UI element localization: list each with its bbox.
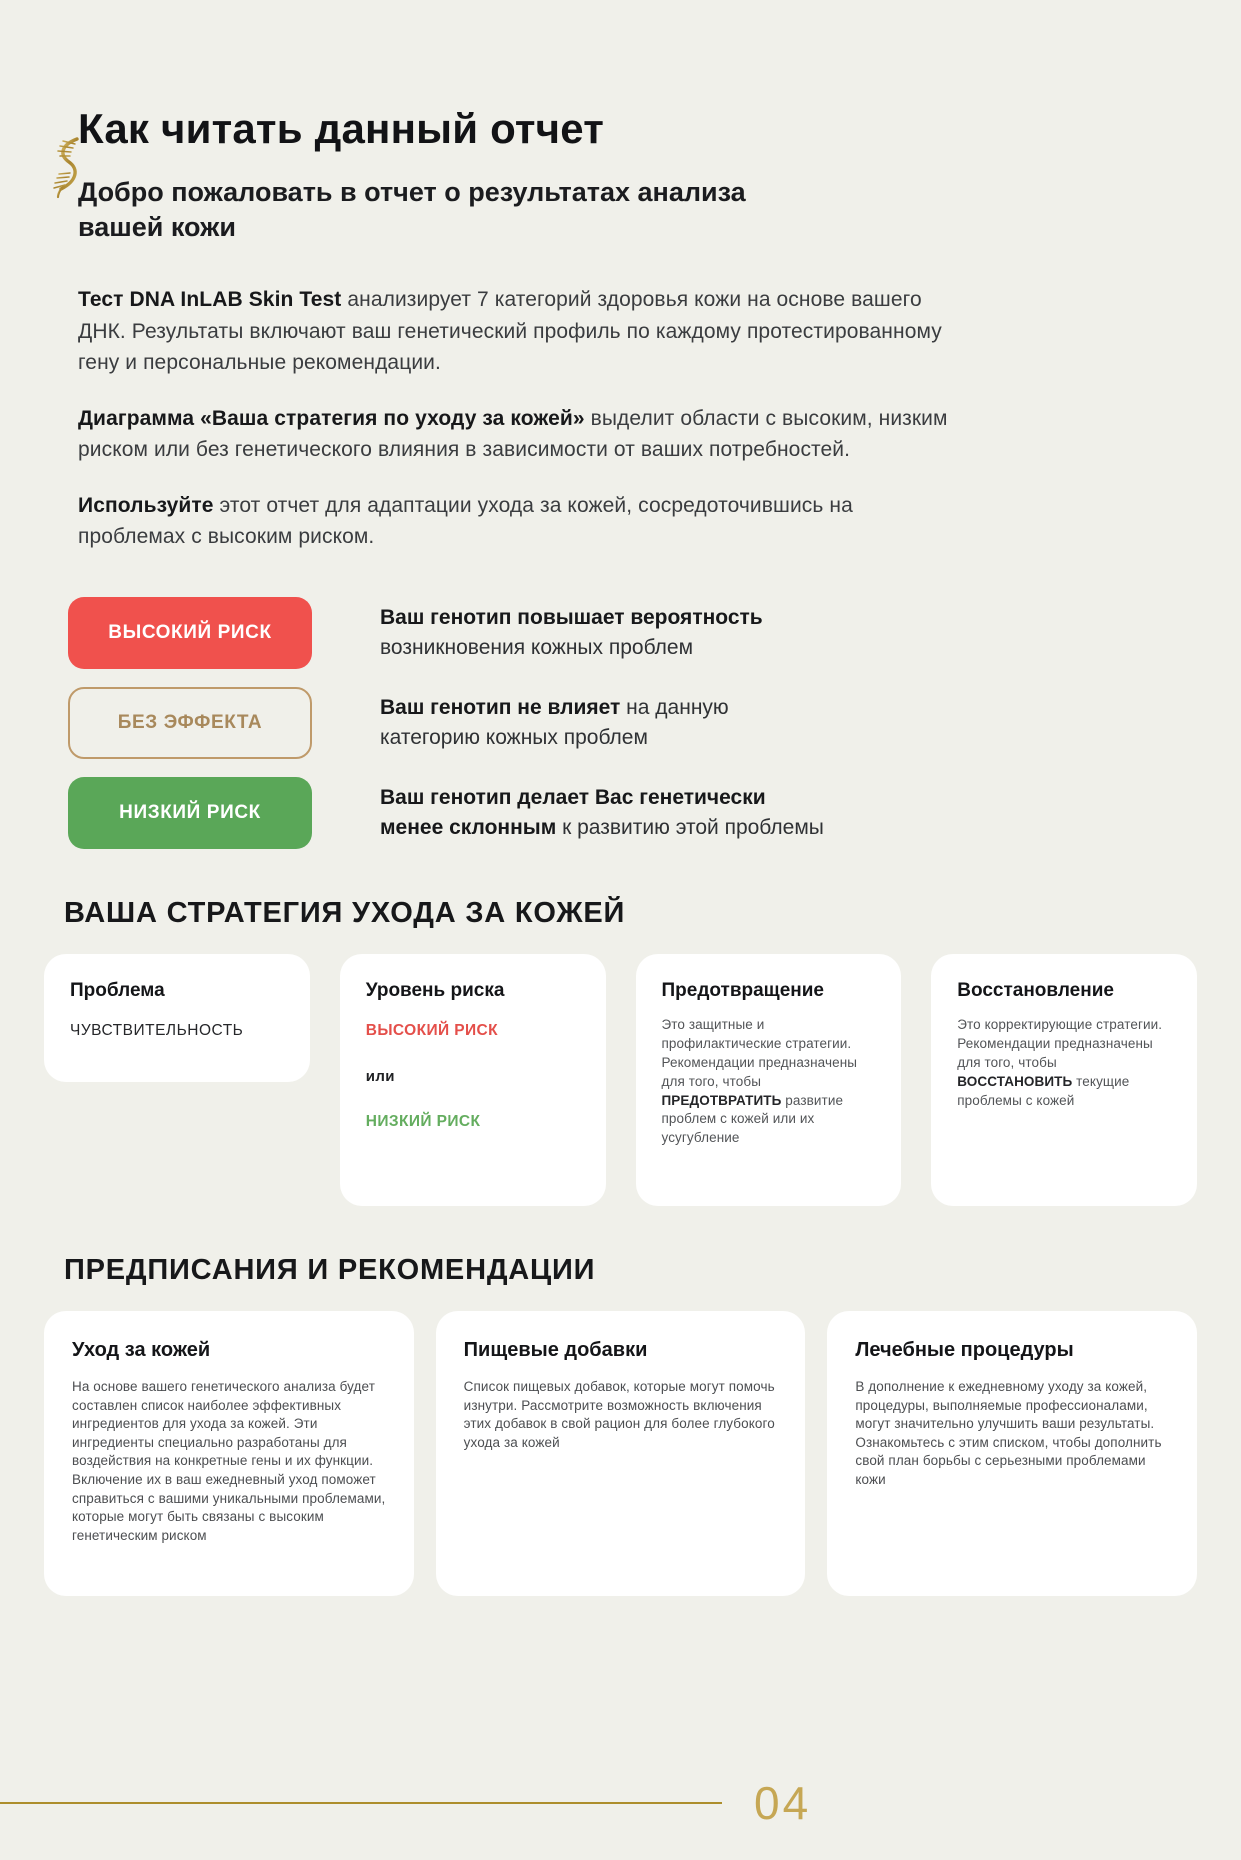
legend-row-high-risk	[68, 597, 1241, 669]
prescriptions-section-heading: ПРЕДПИСАНИЯ И РЕКОМЕНДАЦИИ	[64, 1253, 596, 1286]
card-body: На основе вашего генетического анализа будет составлен список наиболее эффективных ингредиентов для ухода за кожей. Эти ингредиенты специально разработаны для воздействия на конкретные гены и их функции. Включение их в ваш ежедневный уход поможет справиться с вашими уникальными проблемами, которые могут быть связаны с высоким генетическим риском	[72, 1378, 386, 1543]
body-text: Это защитные и профилактические стратегии. Рекомендации предназначены для того, чтобы	[661, 1016, 858, 1089]
page-title: Как читать данный отчет	[78, 105, 605, 152]
body-bold: ВОССТАНОВИТЬ	[957, 1073, 1073, 1089]
description-bold: Ваш генотип не влияет	[380, 696, 621, 720]
card-body	[957, 1016, 1171, 1110]
paragraph-lead: Используйте	[78, 493, 214, 517]
strategy-card-problem	[44, 954, 310, 1082]
intro-paragraph-2	[78, 403, 958, 466]
description-text: на данную категорию кожных проблем	[380, 696, 729, 749]
description-text: к развитию этой проблемы	[556, 815, 824, 839]
card-title: Пищевые добавки	[463, 1338, 648, 1361]
card-body	[662, 1016, 876, 1148]
card-title: Предотвращение	[661, 979, 825, 1001]
description-bold: Ваш генотип делает Вас генетически менее склонным	[380, 786, 766, 839]
page-number: 04	[754, 1777, 812, 1829]
strategy-section-heading: ВАША СТРАТЕГИЯ УХОДА ЗА КОЖЕЙ	[64, 896, 626, 929]
card-title: Проблема	[70, 979, 165, 1001]
intro-paragraphs	[78, 284, 958, 553]
prescription-card-skincare	[44, 1311, 414, 1596]
paragraph-lead: Диаграмма «Ваша стратегия по уходу за кожей»	[78, 406, 585, 430]
no-effect-badge: БЕЗ ЭФФЕКТА	[68, 687, 312, 759]
paragraph-text: анализирует 7 категорий здоровья кожи на основе вашего ДНК. Результаты включают ваш генетический профиль по каждому протестированному гену и персональные рекомендации.	[78, 288, 942, 375]
dna-helix-icon	[46, 136, 92, 200]
no-effect-description	[380, 693, 830, 753]
page-footer	[0, 1776, 1241, 1830]
card-title: Уровень риска	[365, 979, 505, 1001]
body-text: Это корректирующие стратегии. Рекомендации предназначены для того, чтобы	[957, 1016, 1163, 1070]
body-bold: ПРЕДОТВРАТИТЬ	[661, 1092, 782, 1108]
card-body: Список пищевых добавок, которые могут помочь изнутри. Рассмотрите возможность включения этих добавок в свой рацион для более глубокого ухода за кожей	[463, 1378, 775, 1450]
report-page	[0, 105, 1241, 1829]
page-subtitle: Добро пожаловать в отчет о результатах анализа вашей кожи	[78, 177, 746, 242]
brand-logo	[46, 136, 92, 205]
low-risk-badge: НИЗКИЙ РИСК	[68, 777, 312, 849]
prescription-card-supplements	[436, 1311, 806, 1596]
high-risk-description	[380, 603, 830, 663]
description-text: возникновения кожных проблем	[380, 635, 694, 659]
strategy-card-risk-level	[340, 954, 606, 1206]
body-text: развитие проблем с кожей или их усугубление	[661, 1092, 844, 1146]
intro-paragraph-3	[78, 490, 958, 553]
intro-paragraph-1	[78, 284, 958, 379]
risk-level-low: НИЗКИЙ РИСК	[365, 1112, 481, 1130]
footer-divider-line	[0, 1802, 722, 1805]
strategy-card-prevention	[636, 954, 902, 1206]
card-body: В дополнение к ежедневному уходу за кожей, процедуры, выполняемые профессионалами, могут значительно улучшить ваши результаты. Ознакомьтесь с этим списком, чтобы дополнить свой план борьбы с серьезными проблемами кожи	[855, 1378, 1162, 1488]
paragraph-text: этот отчет для адаптации ухода за кожей, сосредоточившись на проблемах с высоким риском.	[78, 493, 853, 549]
risk-level-or: или	[365, 1067, 395, 1085]
low-risk-description	[380, 783, 830, 843]
high-risk-badge: ВЫСОКИЙ РИСК	[68, 597, 312, 669]
strategy-card-restoration	[931, 954, 1197, 1206]
prescriptions-cards-row	[44, 1311, 1197, 1596]
paragraph-text: выделит области с высоким, низким риском или без генетического влияния в зависимости от ваших потребностей.	[78, 406, 948, 462]
description-bold: Ваш генотип повышает вероятность	[380, 606, 763, 630]
prescription-card-treatments	[827, 1311, 1197, 1596]
body-text: текущие проблемы с кожей	[957, 1073, 1130, 1108]
paragraph-lead: Тест DNA InLAB Skin Test	[78, 288, 342, 312]
card-title: Уход за кожей	[72, 1338, 211, 1361]
strategy-cards-row	[44, 954, 1197, 1206]
problem-value: ЧУВСТВИТЕЛЬНОСТЬ	[70, 1021, 244, 1039]
legend-row-no-effect	[68, 687, 1241, 759]
card-title: Восстановление	[957, 979, 1114, 1001]
card-title: Лечебные процедуры	[855, 1338, 1074, 1361]
risk-legend	[68, 597, 1241, 849]
risk-level-high: ВЫСОКИЙ РИСК	[365, 1021, 498, 1039]
legend-row-low-risk	[68, 777, 1241, 849]
